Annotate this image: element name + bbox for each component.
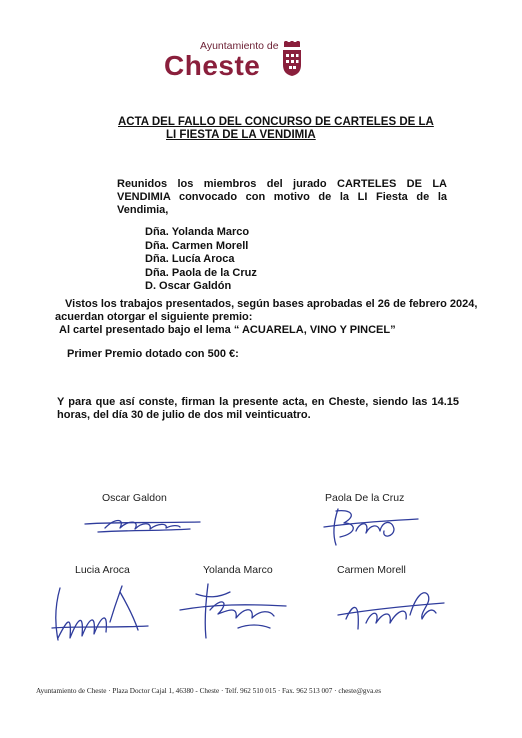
signatory-name: Lucia Aroca <box>75 564 130 576</box>
decision-line: acuerdan otorgar el siguiente premio: <box>55 311 253 323</box>
logo-wordmark: Cheste <box>164 50 261 81</box>
crest-icon <box>281 41 303 77</box>
signatory-name: Carmen Morell <box>337 564 406 576</box>
jury-member: D. Oscar Galdón <box>145 280 232 292</box>
footer-contact: Ayuntamiento de Cheste · Plaza Doctor Cajal 1, 46380 - Cheste · Telf. 962 510 015 · Fax. 962 513 007 · cheste@gva.es <box>36 687 382 695</box>
signatory-name: Paola De la Cruz <box>325 492 405 504</box>
intro-paragraph: Reunidos los miembros del jurado CARTELES DE LA VENDIMIA convocado con motivo de la LI Fiesta de la Vendimia, <box>117 178 447 216</box>
jury-member: Dña. Yolanda Marco <box>145 226 250 238</box>
jury-member: Dña. Carmen Morell <box>145 239 249 252</box>
decision-line: Vistos los trabajos presentados, según bases aprobadas el 26 de febrero 2024, <box>65 298 478 310</box>
jury-member-list <box>145 226 257 294</box>
signature-carmen-morell <box>332 585 452 635</box>
signature-lucia-aroca <box>48 582 153 644</box>
logo-caption: Ayuntamiento de <box>200 40 279 52</box>
prize-statement: Primer Premio dotado con 500 €: <box>67 348 239 360</box>
closing-paragraph: Y para que así conste, firman la presente acta, en Cheste, siendo las 14.15 horas, del día 30 de julio de dos mil veinticuatro. <box>57 396 459 421</box>
jury-member: Dña. Lucía Aroca <box>145 253 235 265</box>
signature-yolanda-marco <box>178 580 288 642</box>
document-title-line1: ACTA DEL FALLO DEL CONCURSO DE CARTELES DE LA <box>118 116 434 128</box>
signatory-name: Yolanda Marco <box>203 564 273 576</box>
decision-line: Al cartel presentado bajo el lema “ ACUARELA, VINO Y PINCEL” <box>59 324 396 336</box>
jury-member: Dña. Paola de la Cruz <box>145 266 257 279</box>
signature-paola-de-la-cruz <box>322 507 422 549</box>
document-title-line2: LI FIESTA DE LA VENDIMIA <box>166 129 316 141</box>
signatory-name: Oscar Galdon <box>102 492 167 504</box>
signature-oscar-galdon <box>80 510 210 540</box>
